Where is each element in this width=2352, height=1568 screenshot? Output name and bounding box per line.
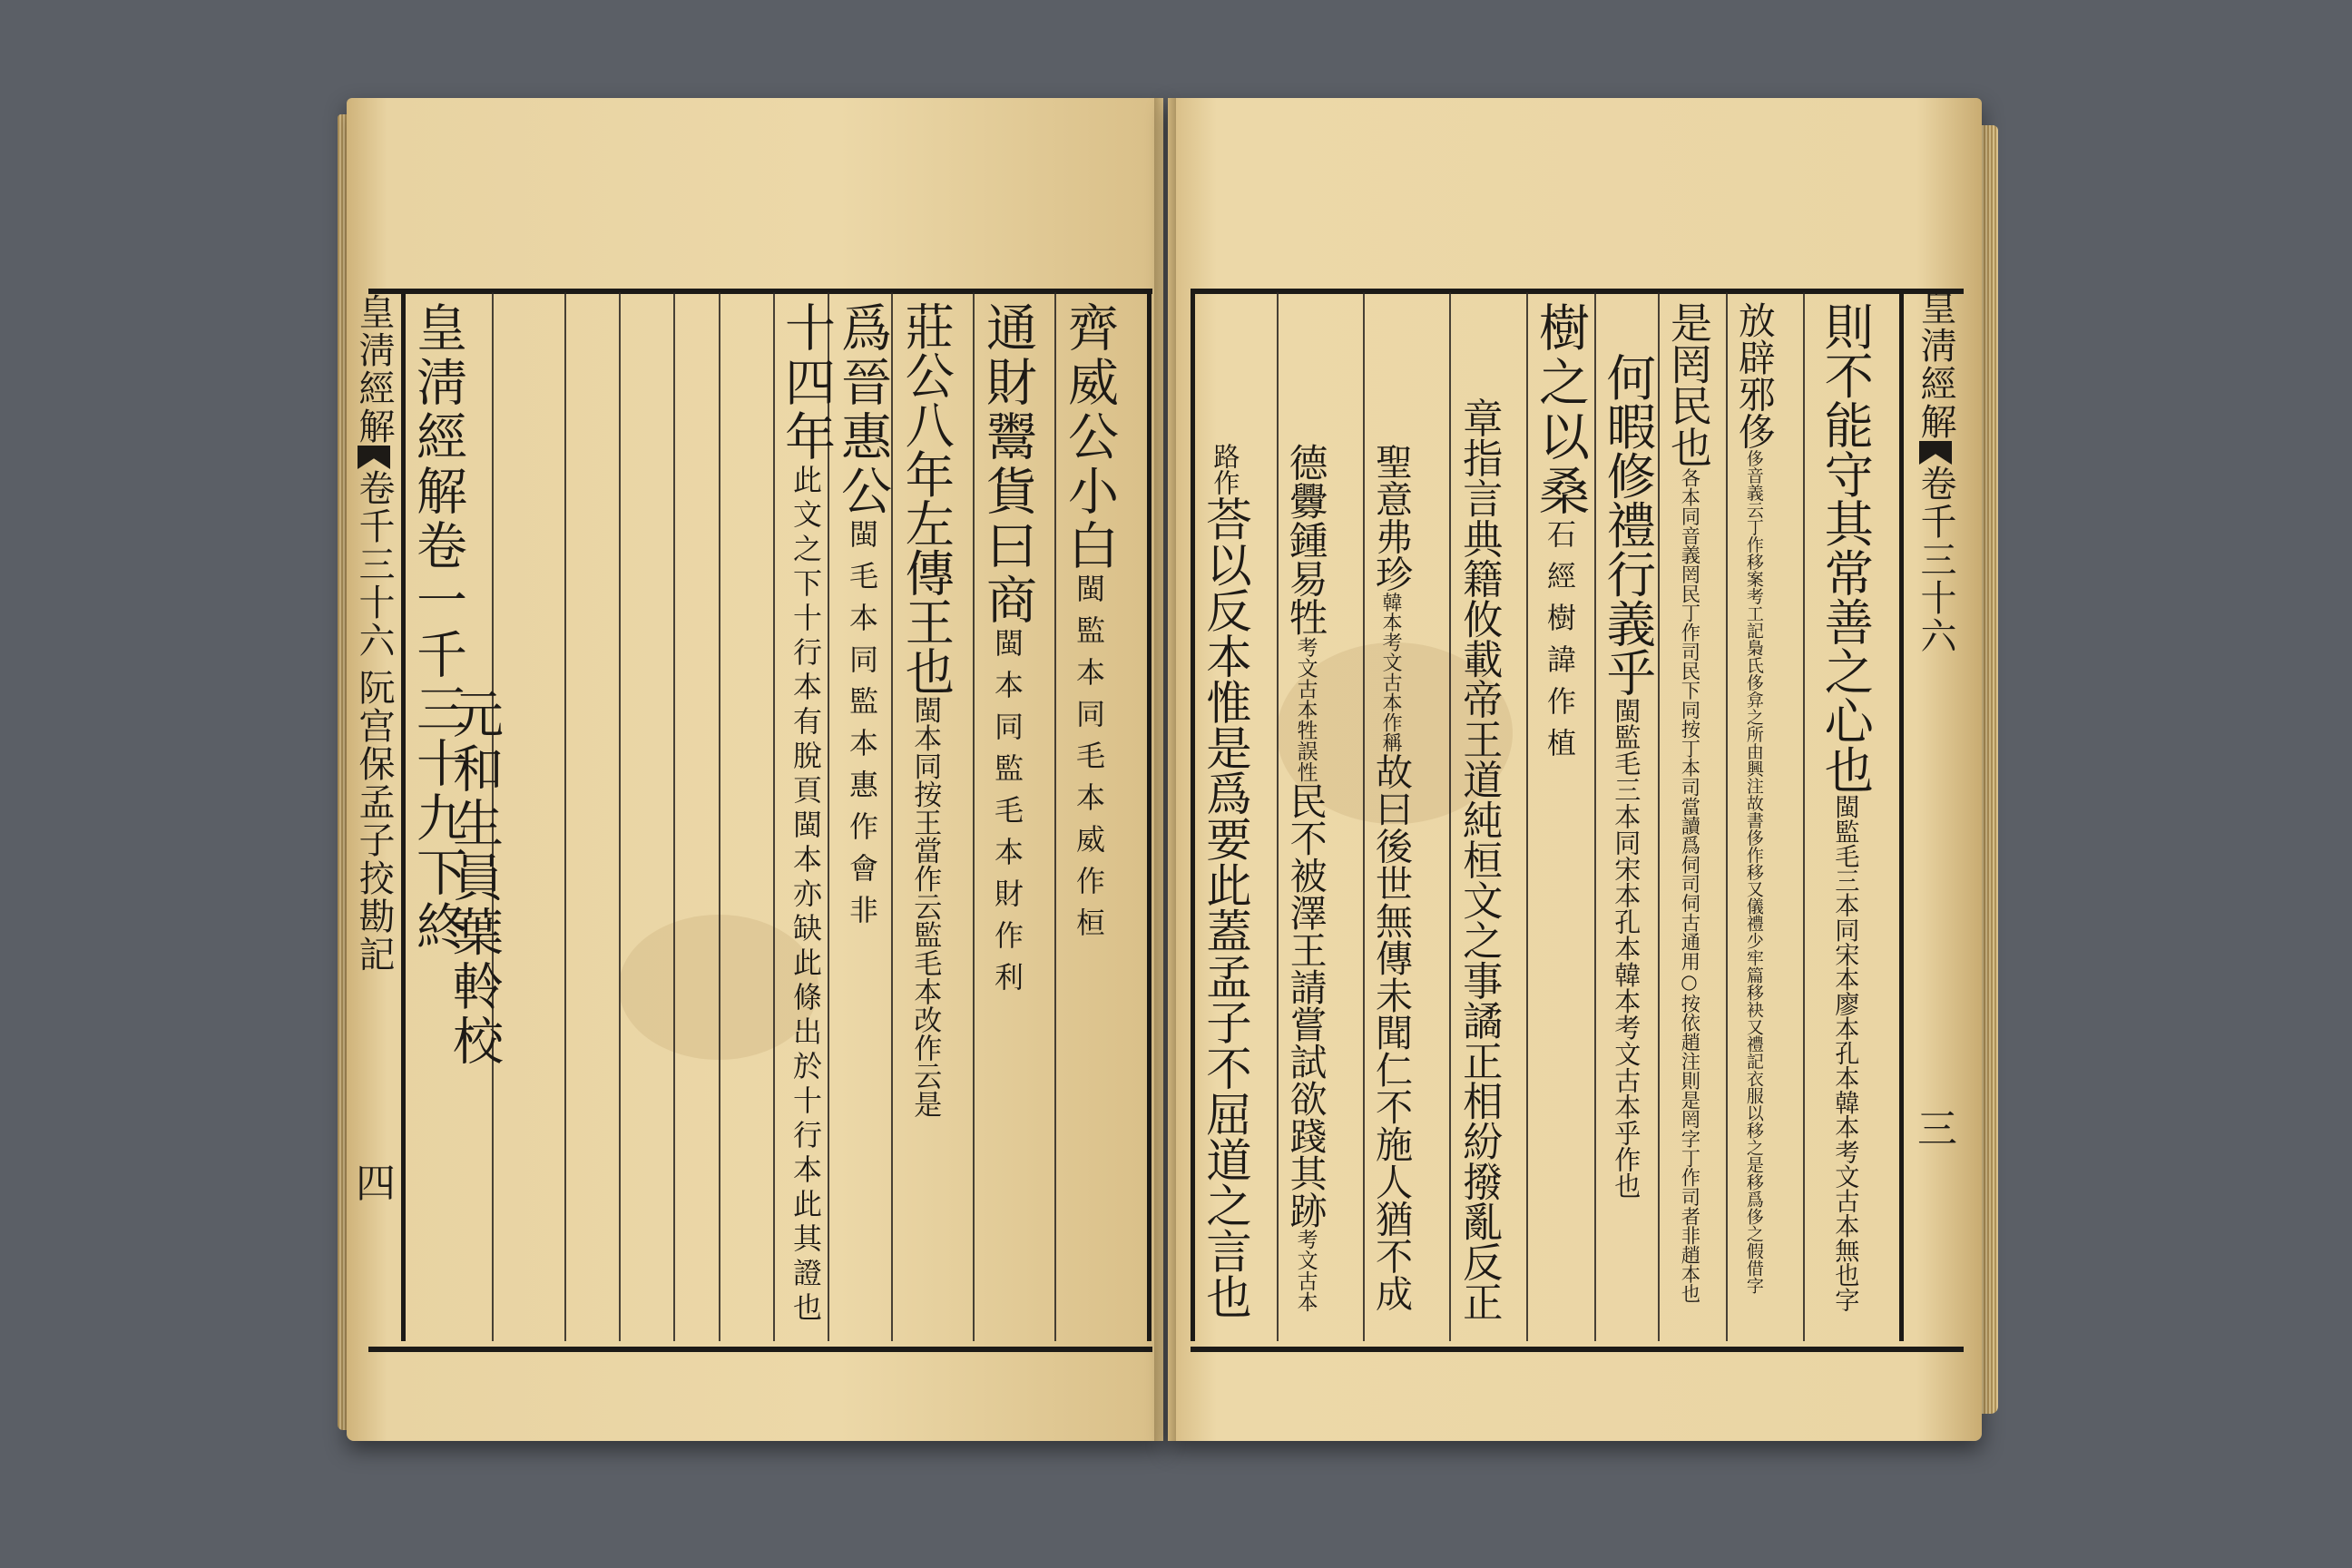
- entry-note: 考文古本: [1293, 1228, 1318, 1312]
- entry-note: 路作: [1210, 443, 1241, 496]
- column-rule: [1526, 292, 1528, 1341]
- right-col-9: [1199, 443, 1253, 1320]
- proofreader-line: 元和生員葉軨校: [445, 688, 504, 1069]
- entry-heading: 是罔民也: [1663, 301, 1713, 468]
- right-col-4: [1598, 352, 1656, 1200]
- column-rule: [1658, 292, 1660, 1341]
- summary-line: 章指言典籍攸載帝王道純桓文之事譎正相紛撥亂反正: [1455, 397, 1503, 1322]
- entry-heading: 何暇修禮行義乎: [1598, 352, 1656, 698]
- entry-note: 考文古本牲誤性: [1293, 636, 1318, 782]
- left-margin-book-title: 皇淸經解: [353, 293, 395, 446]
- left-col-2: [445, 688, 504, 1069]
- entry-heading: 德釁鍾易牲: [1282, 443, 1328, 637]
- frame-rule: [401, 292, 406, 1341]
- left-margin-title: [348, 293, 400, 974]
- entry-heading: 十四年: [777, 301, 836, 465]
- book-gutter: [1154, 98, 1176, 1441]
- right-page: [1168, 98, 1982, 1441]
- column-rule: [973, 292, 975, 1341]
- column-rule: [1277, 292, 1279, 1341]
- open-book: [347, 98, 1982, 1510]
- left-folio-number: 四: [356, 1161, 396, 1207]
- frame-rule: [1899, 292, 1904, 1341]
- column-rule: [564, 292, 566, 1341]
- entry-heading: 聖意弗珍: [1369, 443, 1414, 593]
- right-col-6: [1455, 397, 1503, 1322]
- entry-heading: 齊威公小白: [1060, 301, 1119, 573]
- entry-continuation: 故曰後世無傳未聞仁不施人猶不成: [1369, 752, 1414, 1312]
- right-folio-number: 三: [1917, 1106, 1957, 1152]
- entry-heading: 則不能守其常善之心也: [1816, 301, 1874, 795]
- right-margin-volume: 卷千三十六: [1915, 465, 1956, 655]
- entry-note: 韓本考文古本作稱: [1379, 592, 1404, 753]
- entry-note: 此文之下十行本有脫頁閩本亦缺此條出於十行本此其證也: [789, 465, 823, 1327]
- entry-note: 閩監毛三本同宋本孔本韓本考文古本乎作也: [1611, 697, 1642, 1200]
- entry-note: 閩本同按王當作云監毛本改作云是: [908, 695, 942, 1119]
- column-rule: [773, 292, 775, 1341]
- column-rule: [1449, 292, 1451, 1341]
- entry-note: 閩毛本同監本惠作會非: [845, 519, 879, 936]
- entry-note: 閩監本同毛本威作桓: [1072, 573, 1106, 949]
- frame-rule: [1191, 292, 1195, 1341]
- right-margin-title: [1910, 289, 1962, 655]
- column-rule: [1726, 292, 1728, 1341]
- entry-heading: 爲晉惠公: [833, 301, 892, 519]
- entry-note: 各本同音義罔民丁作司民下同按丁本司當讀爲伺司伺古通用○按依趙注則是罔字丁作司者非趙本也: [1677, 467, 1700, 1304]
- left-col-5: [897, 301, 955, 1119]
- entry-note: 石經樹諱作植: [1543, 519, 1577, 769]
- entry-note: 閩監毛三本同宋本廖本孔本韓本考文古本無也字: [1830, 794, 1859, 1312]
- left-col-6: [833, 301, 892, 936]
- column-rule: [1594, 292, 1596, 1341]
- entry-heading: 放辟邪侈: [1731, 301, 1776, 450]
- entry-continuation: 民不被澤王請嘗試欲踐其跡: [1283, 781, 1328, 1229]
- column-rule: [719, 292, 720, 1341]
- column-rule: [1803, 292, 1805, 1341]
- left-margin-volume: 卷千三十六: [353, 469, 395, 660]
- column-rule: [1363, 292, 1365, 1341]
- left-margin-section: 阮宫保孟子挍勘記: [353, 669, 395, 974]
- left-page: [347, 98, 1163, 1441]
- left-col-7: [777, 301, 836, 1327]
- volume-end-line: 皇淸經解卷一千三十九下終: [408, 301, 467, 955]
- right-col-7: [1369, 443, 1414, 1312]
- left-col-4: [978, 301, 1037, 1004]
- column-rule: [673, 292, 675, 1341]
- column-rule: [1054, 292, 1056, 1341]
- entry-heading: 樹之以桑: [1531, 301, 1590, 519]
- entry-heading: 通財鬻貨曰商: [978, 301, 1037, 628]
- right-col-1: [1816, 301, 1874, 1312]
- entry-heading: 莊公八年左傳王也: [897, 301, 955, 696]
- right-col-2: [1731, 301, 1776, 1294]
- fish-tail-mark-icon: [1919, 441, 1952, 465]
- column-rule: [619, 292, 621, 1341]
- frame-rule: [1147, 292, 1152, 1341]
- right-col-3: [1663, 301, 1713, 1304]
- left-col-3: [1060, 301, 1119, 949]
- fish-tail-mark-icon: [358, 446, 390, 469]
- entry-note: 閩本同監毛本財作利: [990, 628, 1024, 1004]
- entry-continuation: 荅以反本惟是爲要此蓋孟子不屈道之言也: [1199, 495, 1253, 1320]
- right-margin-book-title: 皇淸經解: [1915, 289, 1956, 441]
- right-col-5: [1531, 301, 1590, 769]
- entry-note: 侈音義云丁作移案考工記梟氏侈弇之所由興注故書侈作移又儀禮少牢篇移袂又禮記衣服以移之是移爲侈之假借字: [1743, 449, 1764, 1294]
- right-col-8: [1282, 443, 1328, 1312]
